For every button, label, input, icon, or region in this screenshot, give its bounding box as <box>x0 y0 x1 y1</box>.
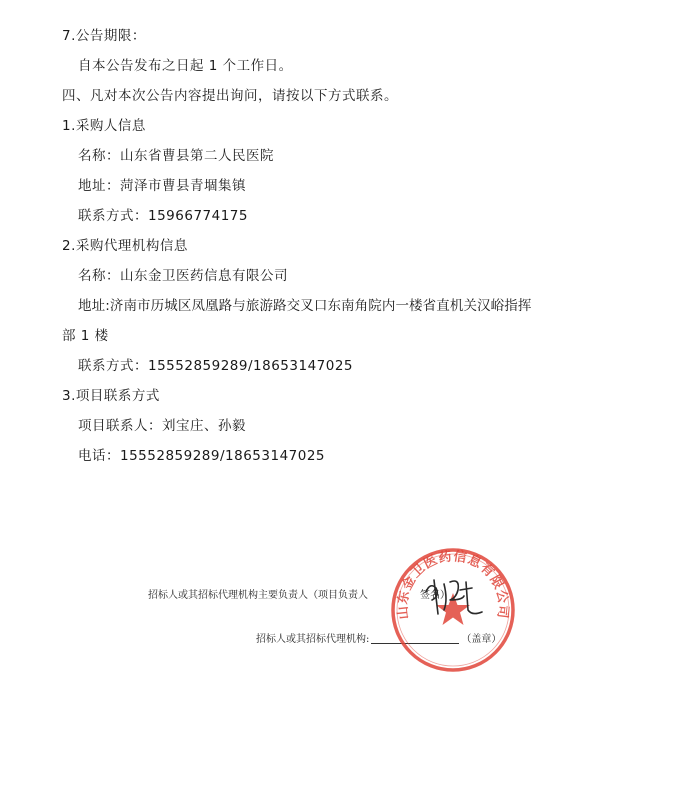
agency-contact: 联系方式：15552859289/18653147025 <box>78 358 354 374</box>
purchaser-info-heading: 1.采购人信息 <box>62 118 146 134</box>
agency-info-heading: 2.采购代理机构信息 <box>62 238 188 254</box>
agency-address-line2: 部 1 楼 <box>62 328 109 344</box>
purchaser-address: 地址：菏泽市曹县青堌集镇 <box>78 178 246 194</box>
agency-name: 名称：山东金卫医药信息有限公司 <box>78 268 288 284</box>
project-contact-heading: 3.项目联系方式 <box>62 388 160 404</box>
project-phone: 电话：15552859289/18653147025 <box>78 448 326 464</box>
handwritten-signature <box>420 570 490 625</box>
responsible-person-label-prefix: 招标人或其招标代理机构主要负责人（项目负责人 <box>148 590 368 601</box>
agency-stamp-label-text: 招标人或其招标代理机构: <box>256 634 370 645</box>
seal-note: （盖章） <box>461 634 502 645</box>
announcement-period-text: 自本公告发布之日起 1 个工作日。 <box>78 58 293 74</box>
agency-address-line1: 地址:济南市历城区凤凰路与旅游路交叉口东南角院内一楼省直机关汉峪指挥 <box>78 298 532 314</box>
seal-text: 山东金卫医药信息有限公司 <box>395 549 511 620</box>
purchaser-name: 名称：山东省曹县第二人民医院 <box>78 148 274 164</box>
responsible-person-label-suffix: 签名） <box>420 590 450 601</box>
project-contact-person: 项目联系人：刘宝庄、孙毅 <box>78 418 246 434</box>
section-4-heading: 四、凡对本次公告内容提出询问，请按以下方式联系。 <box>62 88 398 104</box>
section-7-heading: 7.公告期限： <box>62 28 146 44</box>
purchaser-contact: 联系方式：15966774175 <box>78 208 248 224</box>
